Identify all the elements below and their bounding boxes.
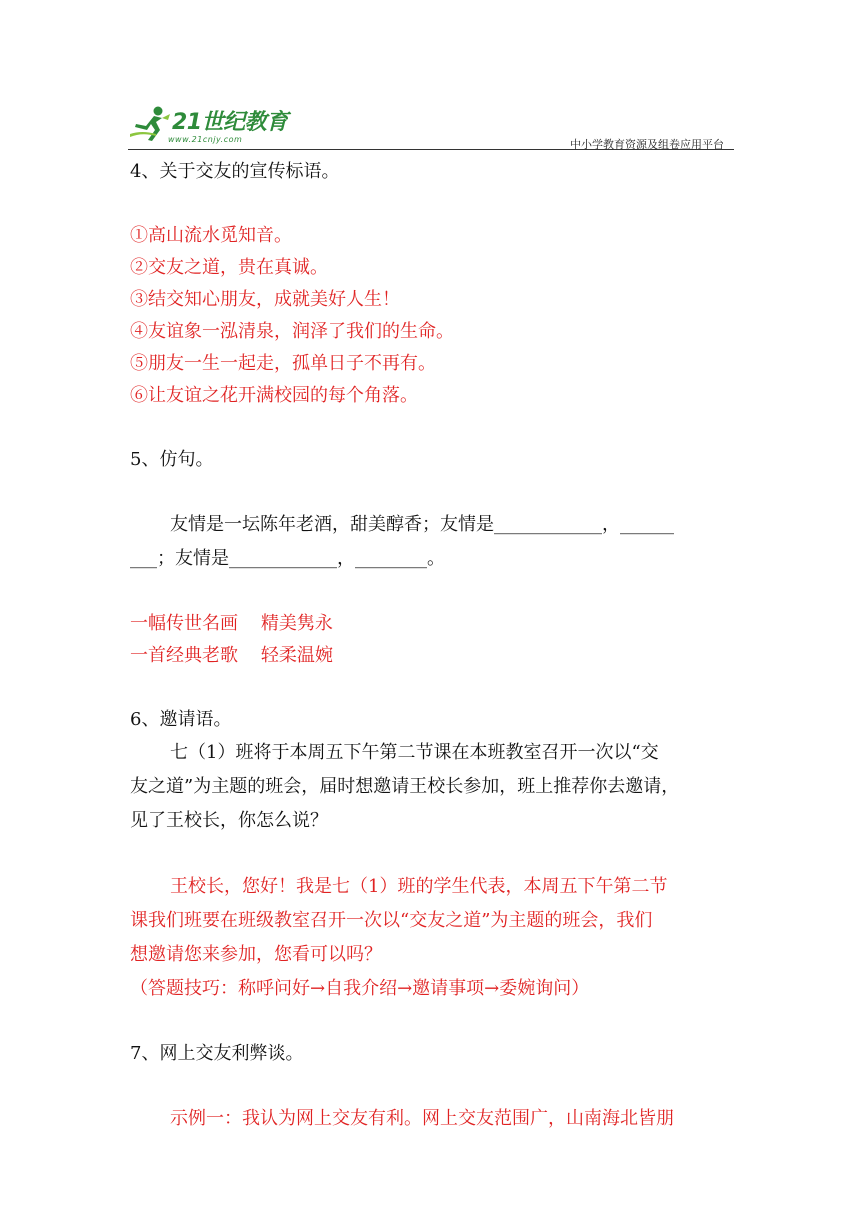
spacer — [130, 672, 736, 704]
spacer — [130, 576, 736, 608]
imitation-answer: 一首经典老歌 轻柔温婉 — [130, 645, 333, 666]
invitation-question-line: 见了王校长，你怎么说？ — [130, 810, 328, 831]
invitation-answer-line: 王校长，您好！我是七（1）班的学生代表，本周五下午第二节 — [170, 876, 668, 897]
invitation-question-line: 七（1）班将于本周五下午第二节课在本班教室召开一次以“交 — [170, 742, 659, 763]
logo-url: www.21cnjy.com — [168, 135, 243, 144]
section6-title: 6、邀请语。 — [130, 709, 232, 730]
spacer — [130, 188, 736, 220]
slogan-item: ⑤朋友一生一起走，孤单日子不再有。 — [130, 353, 436, 374]
answer-tip: （答题技巧：称呼问好→自我介绍→邀请事项→委婉询问） — [130, 978, 590, 999]
section4-title: 4、关于交友的宣传标语。 — [130, 161, 340, 182]
imitation-prompt-line: ___；友情是____________，________。 — [130, 548, 445, 569]
slogan-item: ④友谊象一泓清泉，润泽了我们的生命。 — [130, 321, 454, 342]
slogan-item: ①高山流水觅知音。 — [130, 225, 292, 246]
section5-title: 5、仿句。 — [130, 449, 214, 470]
slogan-item: ⑥让友谊之花开满校园的每个角落。 — [130, 385, 418, 406]
logo — [128, 104, 318, 148]
section7-title: 7、网上交友利弊谈。 — [130, 1043, 304, 1064]
platform-text: 中小学教育资源及组卷应用平台 — [570, 138, 724, 151]
spacer — [130, 838, 736, 870]
document-body — [130, 156, 736, 1136]
slogan-item: ②交友之道，贵在真诚。 — [130, 257, 328, 278]
imitation-prompt-line: 友情是一坛陈年老酒，甜美醇香；友情是____________，______ — [170, 514, 674, 535]
slogan-item: ③结交知心朋友，成就美好人生！ — [130, 289, 400, 310]
logo-text: 21世纪教育 — [172, 110, 288, 135]
example-line: 示例一：我认为网上交友有利。网上交友范围广，山南海北皆朋 — [170, 1108, 674, 1129]
header-divider — [128, 149, 734, 150]
spacer — [130, 412, 736, 444]
invitation-question-line: 友之道”为主题的班会，届时想邀请王校长参加，班上推荐你去邀请， — [130, 776, 680, 797]
invitation-answer-line: 课我们班要在班级教室召开一次以“交友之道”为主题的班会，我们 — [130, 910, 653, 931]
spacer — [130, 476, 736, 508]
spacer — [130, 1006, 736, 1038]
spacer — [130, 1070, 736, 1102]
invitation-answer-line: 想邀请您来参加，您看可以吗？ — [130, 944, 382, 965]
page-header — [128, 104, 734, 150]
imitation-answer: 一幅传世名画 精美隽永 — [130, 613, 333, 634]
runner-logo-icon — [128, 104, 172, 144]
